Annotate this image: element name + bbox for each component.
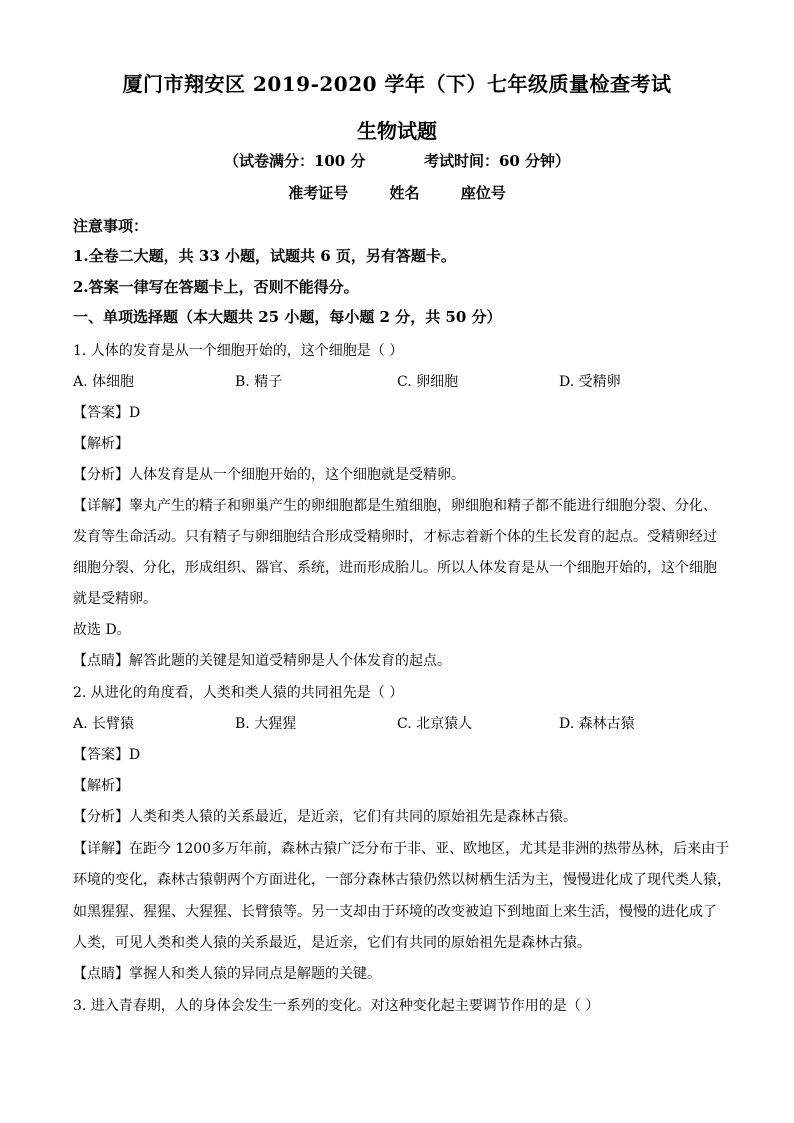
analysis-detail: 如黑猩猩、猩猩、大猩猩、长臂猿等。另一支却由于环境的改变被迫下到地面上来生活，慢慢的进化成了 bbox=[73, 904, 717, 920]
analysis-detail: 发育等生命活动。只有精子与卵细胞结合形成受精卵时，才标志着新个体的生长发育的起点。受精卵经过 bbox=[73, 529, 717, 545]
exam-id-field: 准考证号 bbox=[288, 184, 349, 202]
analysis-dianjing: 【点睛】解答此题的关键是知道受精卵是人个体发育的起点。 bbox=[73, 653, 451, 669]
analysis-fenxi: 【分析】人类和类人猿的关系最近，是近亲，它们有共同的原始祖先是森林古猿。 bbox=[73, 809, 577, 825]
option-a: A. 体细胞 bbox=[73, 374, 135, 390]
analysis-label: 【解析】 bbox=[73, 436, 129, 452]
answer-line: 【答案】D bbox=[73, 747, 141, 763]
analysis-detail: 细胞分裂、分化，形成组织、器官、系统，进而形成胎儿。所以人体发育是从一个细胞开始的，这个细胞 bbox=[73, 560, 717, 576]
analysis-dianjing: 【点睛】掌握人和类人猿的异同点是解题的关键。 bbox=[73, 966, 381, 982]
exam-title: 厦门市翔安区 2019-2020 学年（下）七年级质量检查考试 bbox=[122, 72, 672, 96]
seat-field: 座位号 bbox=[460, 184, 506, 202]
analysis-detail: 人类，可见人类和类人猿的关系最近，是近亲，它们有共同的原始祖先是森林古猿。 bbox=[73, 935, 591, 951]
analysis-fenxi: 【分析】人体发育是从一个细胞开始的，这个细胞就是受精卵。 bbox=[73, 467, 465, 483]
analysis-detail: 就是受精卵。 bbox=[73, 591, 157, 607]
note-item: 1.全卷二大题，共 33 小题，试题共 6 页，另有答题卡。 bbox=[73, 247, 456, 265]
full-score: （试卷满分：100 分 bbox=[223, 152, 366, 170]
analysis-label: 【解析】 bbox=[73, 778, 129, 794]
note-item: 2.答案一律写在答题卡上，否则不能得分。 bbox=[73, 278, 359, 296]
exam-info bbox=[0, 150, 794, 171]
subject-title: 生物试题 bbox=[357, 119, 437, 143]
exam-time: 考试时间：60 分钟） bbox=[423, 152, 571, 170]
option-c: C. 卵细胞 bbox=[397, 374, 459, 390]
question-stem: 1. 人体的发育是从一个细胞开始的，这个细胞是（ ） bbox=[73, 343, 404, 359]
analysis-detail: 【详解】睾丸产生的精子和卵巢产生的卵细胞都是生殖细胞，卵细胞和精子都不能进行细胞分裂、分化、 bbox=[73, 498, 717, 514]
option-c: C. 北京猿人 bbox=[397, 716, 473, 732]
option-b: B. 精子 bbox=[235, 374, 283, 390]
analysis-detail: 【详解】在距今 1200多万年前，森林古猿广泛分布于非、亚、欧地区，尤其是非洲的热带丛林，后来由于 bbox=[73, 841, 730, 857]
analysis-detail: 环境的变化，森林古猿朝两个方面进化，一部分森林古猿仍然以树栖生活为主，慢慢进化成了现代类人猿， bbox=[73, 872, 731, 888]
question-stem: 2. 从进化的角度看，人类和类人猿的共同祖先是（ ） bbox=[73, 685, 404, 701]
choice-line: 故选 D。 bbox=[73, 622, 131, 638]
option-b: B. 大猩猩 bbox=[235, 716, 297, 732]
candidate-fields bbox=[0, 182, 794, 203]
option-d: D. 受精卵 bbox=[559, 374, 621, 390]
answer-line: 【答案】D bbox=[73, 405, 141, 421]
option-d: D. 森林古猿 bbox=[559, 716, 635, 732]
notes-heading: 注意事项： bbox=[73, 217, 149, 235]
section-heading: 一、单项选择题（本大题共 25 小题，每小题 2 分，共 50 分） bbox=[73, 308, 502, 326]
option-a: A. 长臂猿 bbox=[73, 716, 135, 732]
question-stem: 3. 进入青春期，人的身体会发生一系列的变化。对这种变化起主要调节作用的是（ ） bbox=[73, 998, 600, 1014]
name-field: 姓名 bbox=[389, 184, 420, 202]
